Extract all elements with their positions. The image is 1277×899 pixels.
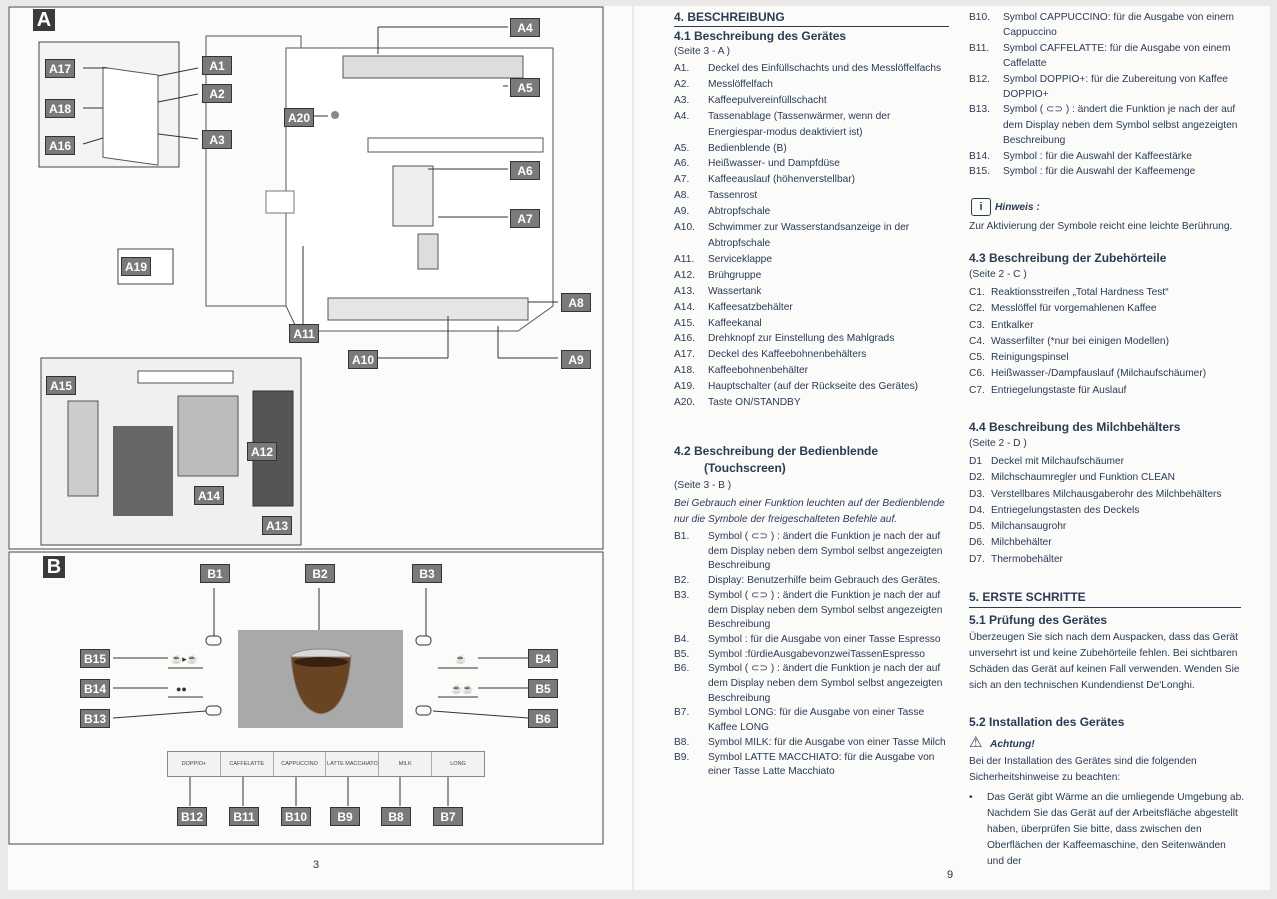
- section-43-title: 4.3 Beschreibung der Zubehörteile: [969, 251, 1167, 265]
- list-item: D7. Thermobehälter: [969, 553, 1063, 565]
- callout-b15: B15: [80, 649, 110, 668]
- list-item: A9. Abtropfschale: [674, 206, 771, 218]
- callout-a5: A5: [510, 78, 540, 97]
- b-items-continued-list: [969, 10, 1245, 179]
- callout-b4: B4: [528, 649, 558, 668]
- panel-button-cappuccino: CAPPUCCINO: [274, 752, 327, 776]
- callout-b14: B14: [80, 679, 110, 698]
- section-42-ref: (Seite 3 - B ): [674, 480, 732, 491]
- list-item: A16. Drehknopf zur Einstellung des Mahlgrads: [674, 333, 895, 345]
- callout-a8: A8: [561, 293, 591, 312]
- list-item: A3. Kaffeepulvereinfüllschacht: [674, 94, 827, 106]
- list-item: A8. Tassenrost: [674, 190, 758, 202]
- hinweis-title: Hinweis :: [995, 202, 1040, 213]
- left-page: [8, 6, 632, 890]
- bullet-text: Das Gerät gibt Wärme an die umliegende Umgebung ab. Nachdem Sie das Gerät auf der Arbeitsfläche abgestellt haben, überprüfen Sie bitte, dass zwischen den Oberflächen der Kaffeemaschine, den Seitenwänden und der: [987, 792, 1245, 867]
- list-item: B2. Display: Benutzerhilfe beim Gebrauch des Gerätes.: [674, 575, 941, 587]
- callout-b8: B8: [381, 807, 411, 826]
- single-cup-icon: ☕: [455, 654, 467, 664]
- list-item: B13. Symbol ( ⊂⊃ ) : ändert die Funktion je nach der auf dem Display neben dem Symbol selbst angezeigten Beschreibung: [969, 104, 1238, 147]
- callout-b5: B5: [528, 679, 558, 698]
- list-item: C3. Entkalker: [969, 319, 1034, 331]
- callout-a16: A16: [45, 136, 75, 155]
- callout-b11: B11: [229, 807, 259, 826]
- section-43-ref: (Seite 2 - C ): [969, 269, 1027, 280]
- section-52-title: 5.2 Installation des Gerätes: [969, 715, 1125, 729]
- list-item: A2. Messlöffelfach: [674, 78, 773, 90]
- section-5-title: 5. ERSTE SCHRITTE: [969, 590, 1086, 604]
- list-item: C2. Messlöffel für vorgemahlenen Kaffee: [969, 303, 1157, 315]
- list-item: B12. Symbol DOPPIO+: für die Zubereitung von Kaffee DOPPIO+: [969, 73, 1228, 101]
- list-item: A11. Serviceklappe: [674, 253, 772, 265]
- page-number-left: 3: [313, 859, 320, 871]
- callout-b7: B7: [433, 807, 463, 826]
- figure-b-label: B: [43, 556, 65, 578]
- list-item: A10. Schwimmer zur Wasserstandsanzeige in der Abtropfschale: [674, 222, 910, 249]
- list-item: D6. Milchbehälter: [969, 537, 1052, 549]
- callout-b10: B10: [281, 807, 311, 826]
- list-item: C6. Heißwasser-/Dampfauslauf (Milchaufschäumer): [969, 368, 1207, 380]
- list-item: B3. Symbol ( ⊂⊃ ) : ändert die Funktion je nach der auf dem Display neben dem Symbol selbst angezeigten Beschreibung: [674, 589, 943, 631]
- callout-b12: B12: [177, 807, 207, 826]
- callout-a13: A13: [262, 516, 292, 535]
- list-item: A12. Brühgruppe: [674, 269, 762, 281]
- bullet-icon: •: [969, 792, 973, 803]
- list-item: B4. Symbol : für die Ausgabe von einer Tasse Espresso: [674, 633, 941, 645]
- panel-button-long: LONG: [450, 761, 466, 767]
- info-icon: i: [971, 198, 991, 216]
- list-item: A1. Deckel des Einfüllschachts und des Messlöffelfachs: [674, 63, 942, 74]
- callout-a10: A10: [348, 350, 378, 369]
- list-item: B1. Symbol ( ⊂⊃ ) : ändert die Funktion je nach der auf dem Display neben dem Symbol selbst angezeigten Beschreibung: [674, 531, 943, 572]
- section-42-title-line2: (Touchscreen): [704, 461, 786, 475]
- list-item: A6. Heißwasser- und Dampfdüse: [674, 158, 840, 170]
- callout-a19: A19: [121, 257, 151, 276]
- callout-a20: A20: [284, 108, 314, 127]
- list-item: B14. Symbol : für die Auswahl der Kaffeestärke: [969, 150, 1192, 162]
- list-item: D4. Entriegelungstasten des Deckels: [969, 504, 1140, 516]
- a-items-list: [674, 61, 946, 411]
- callout-a14: A14: [194, 486, 224, 505]
- callout-b1: B1: [200, 564, 230, 583]
- achtung-text: Bei der Installation des Gerätes sind die folgenden Sicherheitshinweise zu beachten:: [969, 756, 1197, 783]
- panel-button-latte-macchiato: LATTE MACCHIATO: [326, 752, 379, 776]
- list-item: A19. Hauptschalter (auf der Rückseite des Gerätes): [674, 381, 919, 393]
- callout-a15: A15: [46, 376, 76, 395]
- section-41-ref: (Seite 3 - A ): [674, 46, 731, 57]
- list-item: A7. Kaffeeauslauf (höhenverstellbar): [674, 174, 856, 186]
- list-item: C4. Wasserfilter (*nur bei einigen Modellen): [969, 335, 1169, 347]
- list-item: A4. Tassenablage (Tassenwärmer, wenn der Energiespar-modus deaktiviert ist): [674, 110, 891, 138]
- double-cup-icon: ☕☕: [451, 684, 474, 694]
- callout-b3: B3: [412, 564, 442, 583]
- right-page: [634, 6, 1270, 890]
- list-item: A20. Taste ON/STANDBY: [674, 397, 801, 409]
- achtung-title: Achtung!: [990, 739, 1035, 750]
- list-item: D1 Deckel mit Milchaufschäumer: [969, 456, 1125, 467]
- callout-a2: A2: [202, 84, 232, 103]
- cup-quantity-icon: ☕▸☕: [171, 654, 198, 664]
- section-4-rule: [674, 26, 949, 27]
- callout-a1: A1: [202, 56, 232, 75]
- section-5-rule: [969, 607, 1241, 608]
- list-item: A18. Kaffeebohnenbehälter: [674, 365, 809, 377]
- list-item: B9. Symbol LATTE MACCHIATO: für die Ausgabe von einer Tasse Latte Macchiato: [674, 751, 935, 778]
- list-item: A15. Kaffeekanal: [674, 317, 762, 329]
- section-51-title: 5.1 Prüfung des Gerätes: [969, 613, 1108, 627]
- c-items-list: [969, 285, 1245, 399]
- list-item: D2. Milchschaumregler und Funktion CLEAN: [969, 472, 1176, 484]
- panel-button-strip: [167, 751, 485, 777]
- list-item: C5. Reinigungspinsel: [969, 352, 1069, 364]
- list-item: B7. Symbol LONG: für die Ausgabe von einer Tasse Kaffee LONG: [674, 707, 925, 734]
- list-item: D3. Verstellbares Milchausgaberohr des Milchbehälters: [969, 488, 1222, 500]
- section-42-intro: Bei Gebrauch einer Funktion leuchten auf der Bedienblende nur die Symbole der freigeschalteten Befehle auf.: [674, 498, 945, 525]
- callout-b2: B2: [305, 564, 335, 583]
- section-4-title: 4. BESCHREIBUNG: [674, 10, 785, 24]
- list-item: B11. Symbol CAFFELATTE: für die Ausgabe von einem Caffelatte: [969, 42, 1231, 70]
- section-51-text: Überzeugen Sie sich nach dem Auspacken, dass das Gerät unversehrt ist und keine Zubehörteile fehlen. Bei sichtbaren Schäden das Gerät auf keinen Fall verwenden. Wenden Sie sich an den technischen Kundendienst De'Longhi.: [969, 632, 1240, 691]
- callout-a18: A18: [45, 99, 75, 118]
- warning-icon: ⚠: [969, 734, 983, 751]
- figure-a-label: A: [33, 9, 55, 31]
- callout-a12: A12: [247, 442, 277, 461]
- list-item: A5. Bedienblende (B): [674, 142, 787, 154]
- callout-b9: B9: [330, 807, 360, 826]
- b-items-list: [674, 530, 946, 780]
- callout-b6: B6: [528, 709, 558, 728]
- section-44-title: 4.4 Beschreibung des Milchbehälters: [969, 420, 1181, 434]
- panel-button-milk: MILK: [379, 752, 432, 776]
- panel-button-caffelatte: CAFFELATTE: [221, 752, 274, 776]
- callout-b13: B13: [80, 709, 110, 728]
- callout-a7: A7: [510, 209, 540, 228]
- section-41-title: 4.1 Beschreibung des Gerätes: [674, 29, 847, 43]
- panel-button-doppio: DOPPIO+: [168, 752, 221, 776]
- d-items-list: [969, 454, 1245, 568]
- list-item: A17. Deckel des Kaffeebohnenbehälters: [674, 349, 867, 361]
- list-item: C7. Entriegelungstaste für Auslauf: [969, 384, 1127, 396]
- callout-a4: A4: [510, 18, 540, 37]
- list-item: D5. Milchansaugrohr: [969, 521, 1067, 533]
- list-item: B15. Symbol : für die Auswahl der Kaffeemenge: [969, 166, 1196, 178]
- list-item: A14. Kaffeesatzbehälter: [674, 301, 793, 313]
- callout-a11: A11: [289, 324, 319, 343]
- list-item: B8. Symbol MILK: für die Ausgabe von einer Tasse Milch: [674, 736, 946, 748]
- bean-strength-icon: ●●: [176, 684, 187, 694]
- callout-a9: A9: [561, 350, 591, 369]
- list-item: B6. Symbol ( ⊂⊃ ) : ändert die Funktion je nach der auf dem Display neben dem Symbol selbst angezeigten Beschreibung: [674, 663, 943, 704]
- callout-a6: A6: [510, 161, 540, 180]
- list-item: B5. Symbol :fürdieAusgabevonzweiTassenEspresso: [674, 648, 925, 660]
- section-42-title: 4.2 Beschreibung der Bedienblende: [674, 444, 879, 458]
- callout-a17: A17: [45, 59, 75, 78]
- page-number-right: 9: [947, 869, 954, 881]
- hinweis-text: Zur Aktivierung der Symbole reicht eine leichte Berührung.: [969, 221, 1233, 232]
- list-item: B10. Symbol CAPPUCCINO: für die Ausgabe von einem Cappuccino: [969, 12, 1235, 39]
- list-item: C1. Reaktionsstreifen „Total Hardness Test“: [969, 287, 1169, 298]
- section-44-ref: (Seite 2 - D ): [969, 438, 1027, 449]
- list-item: A13. Wassertank: [674, 285, 762, 297]
- callout-a3: A3: [202, 130, 232, 149]
